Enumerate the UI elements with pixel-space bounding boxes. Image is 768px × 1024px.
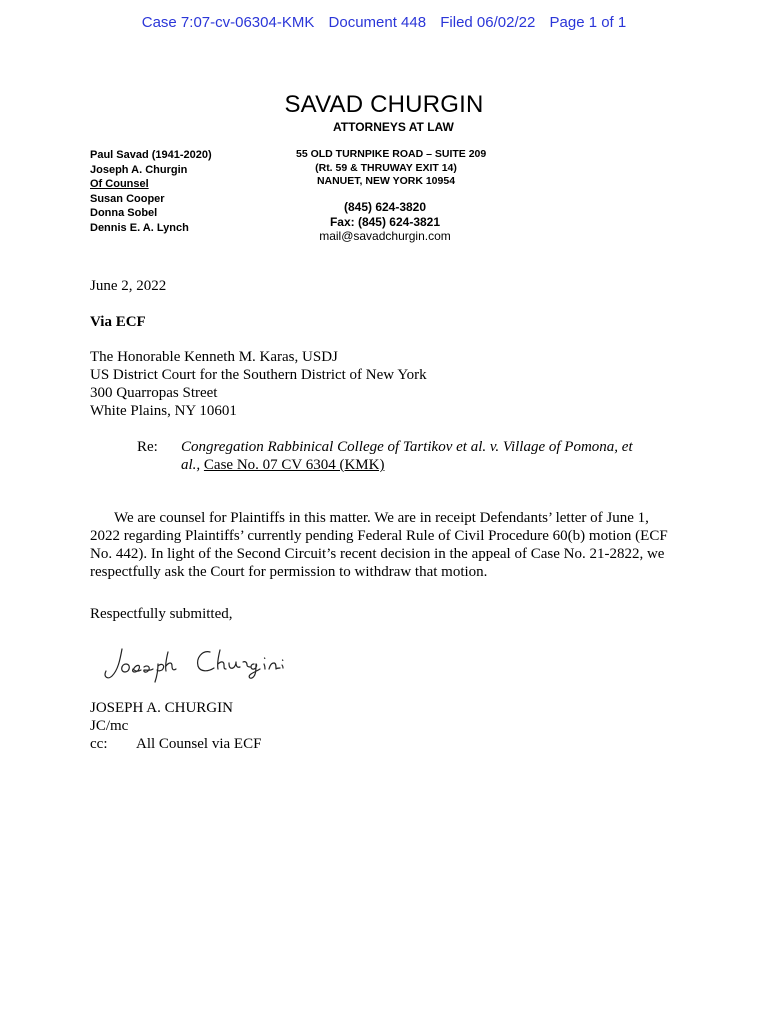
filed-date: Filed 06/02/22	[440, 14, 536, 31]
recipient-line: White Plains, NY 10601	[90, 403, 237, 419]
address-line: NANUET, NEW YORK 10954	[316, 175, 456, 187]
case-caption: Congregation Rabbinical College of Tartikov et al. v. Village of Pomona, et al.,	[181, 439, 633, 473]
recipient-address	[90, 348, 427, 420]
cc-label: cc:	[90, 736, 108, 752]
letter-date: June 2, 2022	[90, 278, 167, 294]
phone-number: (845) 624-3820	[343, 200, 427, 214]
recipient-line: 300 Quarropas Street	[90, 385, 218, 401]
case-number: Case 7:07-cv-06304-KMK	[141, 14, 315, 31]
signer-name: JOSEPH A. CHURGIN	[90, 700, 233, 716]
counsel-name: Dennis E. A. Lynch	[90, 221, 189, 234]
signature-image	[100, 640, 300, 685]
closing: Respectfully submitted,	[90, 606, 233, 622]
firm-name: SAVAD CHURGIN	[284, 91, 484, 118]
cc-line	[90, 735, 261, 753]
re-subject	[181, 438, 651, 474]
address-line: (Rt. 59 & THRUWAY EXIT 14)	[315, 161, 457, 174]
cc-recipients: All Counsel via ECF	[136, 736, 262, 752]
firm-contacts	[300, 200, 470, 244]
recipient-line: The Honorable Kenneth M. Karas, USDJ	[90, 349, 338, 365]
counsel-name: Donna Sobel	[90, 207, 158, 219]
handwritten-signature	[100, 640, 300, 690]
delivery-method: Via ECF	[90, 314, 146, 330]
partner-name: Paul Savad (1941-2020)	[90, 149, 212, 161]
signature-block	[90, 699, 261, 753]
of-counsel-label: Of Counsel	[90, 178, 149, 190]
partner-name: Joseph A. Churgin	[90, 163, 188, 176]
counsel-name: Susan Cooper	[90, 192, 165, 205]
ecf-filing-header	[0, 14, 768, 31]
fax-number: Fax: (845) 624-3821	[329, 214, 441, 229]
typist-initials: JC/mc	[90, 718, 129, 734]
re-label: Re:	[137, 439, 158, 455]
letter-body	[90, 509, 675, 581]
email-address: mail@savadchurgin.com	[319, 229, 451, 243]
case-number-ref: Case No. 07 CV 6304 (KMK)	[203, 457, 385, 473]
recipient-line: US District Court for the Southern District of New York	[90, 367, 427, 383]
address-line: 55 OLD TURNPIKE ROAD – SUITE 209	[296, 148, 487, 160]
firm-address	[296, 148, 487, 189]
attorney-list	[90, 148, 212, 235]
page-indicator: Page 1 of 1	[549, 14, 627, 31]
firm-subtitle: ATTORNEYS AT LAW	[333, 120, 454, 134]
body-paragraph: We are counsel for Plaintiffs in this matter. We are in receipt Defendants’ letter of June 1, 2022 regarding Plaintiffs’ currently pending Federal Rule of Civil Procedure 60(b) motion (ECF No. 442). In light of the Second Circuit’s recent decision in the appeal of Case No. 21-2822, we respectfully ask the Court for permission to withdraw that motion.	[90, 510, 668, 580]
document-number: Document 448	[328, 14, 427, 31]
